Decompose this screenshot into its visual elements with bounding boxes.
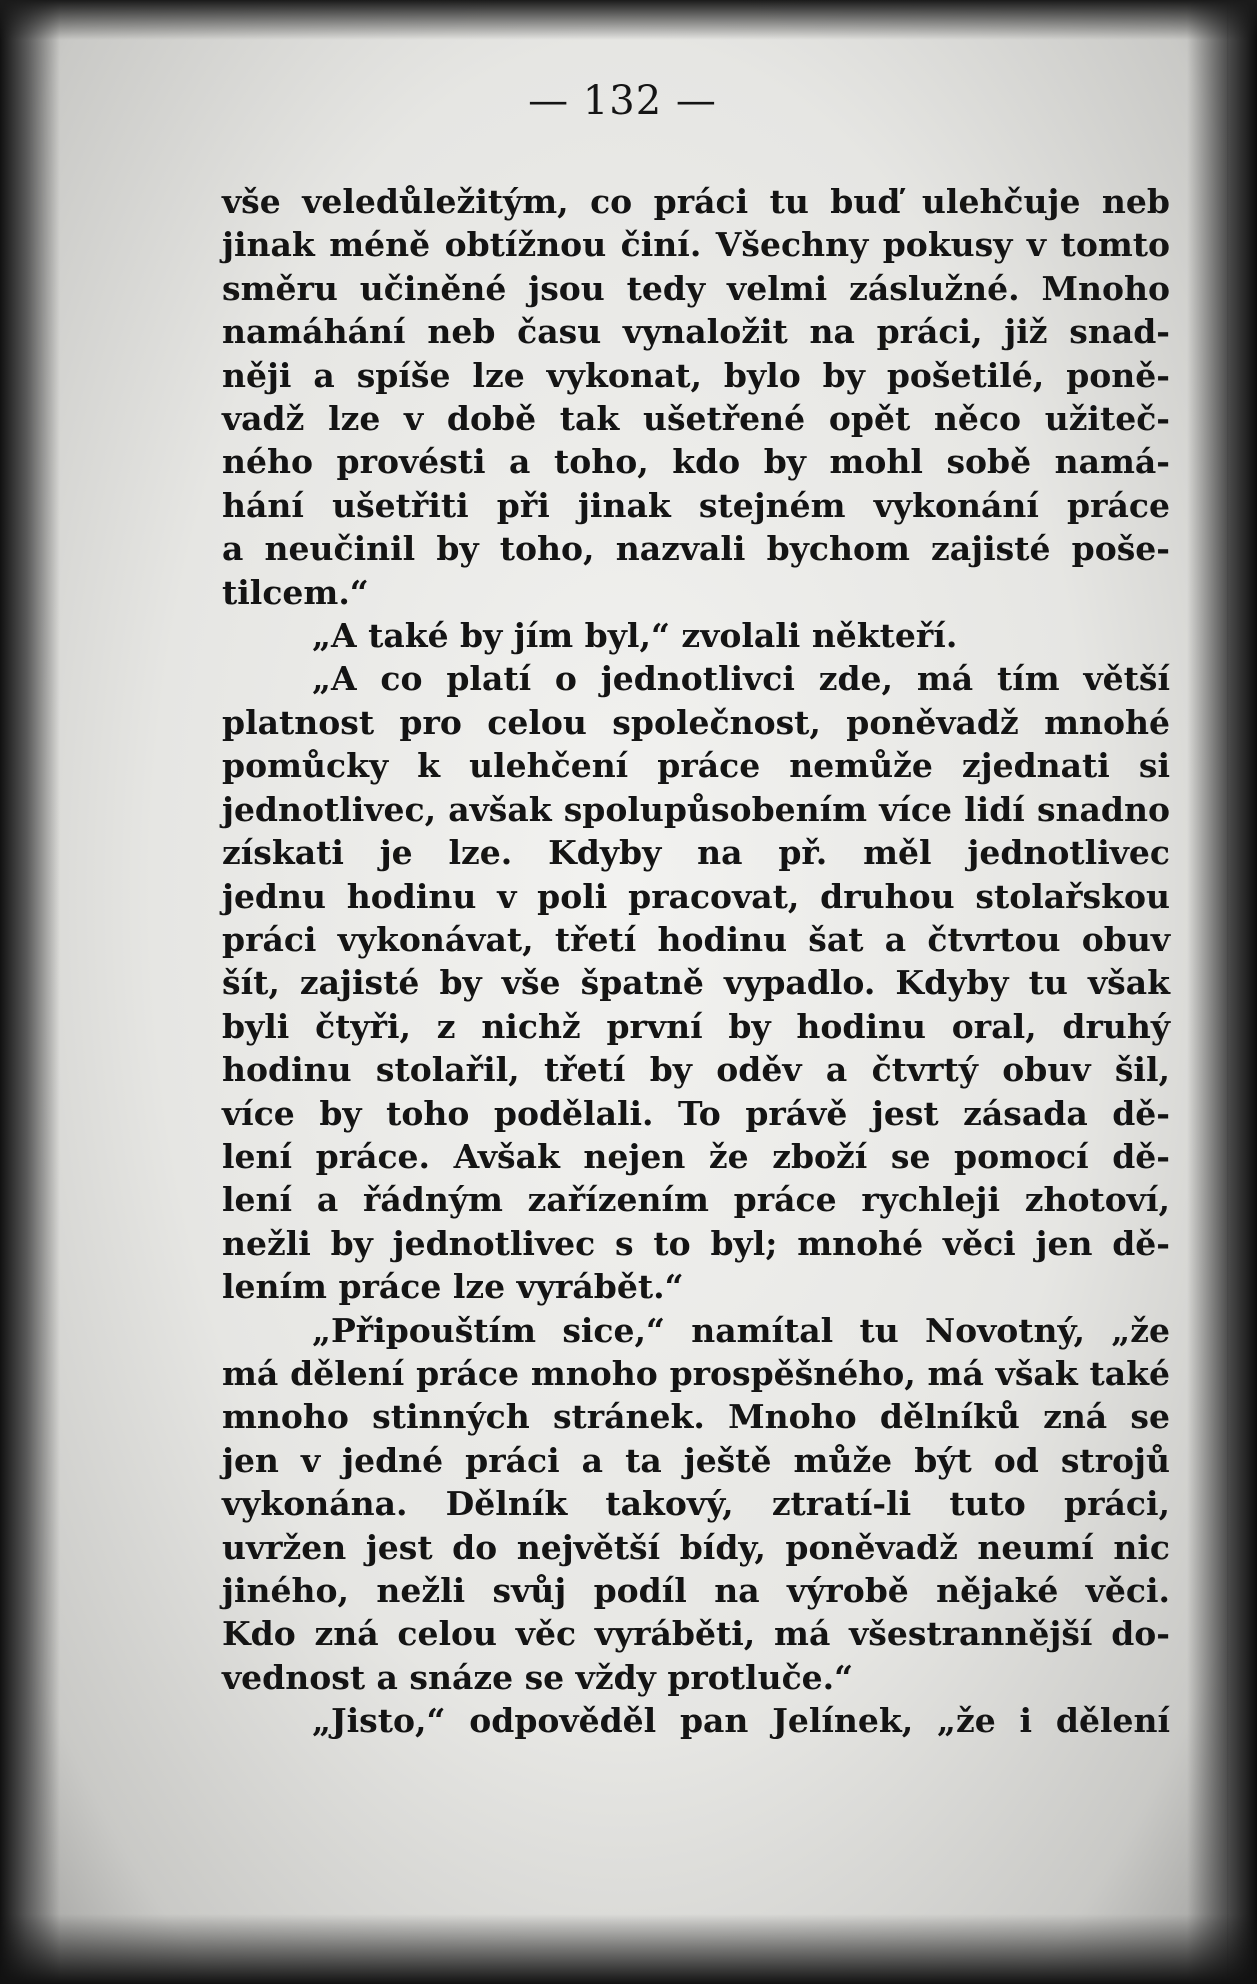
text-line: pomůcky k ulehčení práce nemůže zjednati si: [222, 746, 1170, 786]
text-line: „Jisto,“ odpověděl pan Jelínek, „že i dělení: [312, 1701, 1170, 1741]
text-line: vykonána. Dělník takový, ztratí-li tuto práci,: [222, 1484, 1170, 1524]
text-line: tilcem.“: [222, 572, 369, 612]
text-line: směru učiněné jsou tedy velmi záslužné. Mnoho: [222, 268, 1170, 308]
text-line: uvržen jest do největší bídy, poněvadž neumí nic: [222, 1527, 1170, 1567]
text-line: a neučinil by toho, nazvali bychom zajisté poše-: [222, 529, 1170, 569]
text-line: lením práce lze vyrábět.“: [222, 1267, 684, 1307]
text-line: „Připouštím sice,“ namítal tu Novotný, „že: [312, 1310, 1170, 1350]
text-line: ného provésti a toho, kdo by mohl sobě namá-: [222, 442, 1170, 482]
text-line: jednu hodinu v poli pracovat, druhou stolařskou: [222, 876, 1170, 916]
text-line: jiného, nežli svůj podíl na výrobě nějaké věci.: [222, 1571, 1170, 1610]
text-line: lení práce. Avšak nejen že zboží se pomocí dě-: [222, 1136, 1170, 1176]
body-text: [222, 180, 1170, 1743]
text-line: získati je lze. Kdyby na př. měl jednotlivec: [222, 833, 1170, 873]
text-line: má dělení práce mnoho prospěšného, má však také: [222, 1353, 1170, 1393]
text-line: vednost a snáze se vždy protluče.“: [222, 1657, 854, 1697]
text-line: jednotlivec, avšak spolupůsobením více lidí snadno: [222, 789, 1170, 829]
text-line: vše veledůležitým, co práci tu buď ulehčuje neb: [222, 182, 1170, 221]
text-line: šít, zajisté by vše špatně vypadlo. Kdyby tu však: [222, 963, 1170, 1003]
text-line: namáhání neb času vynaložit na práci, již snad-: [222, 312, 1170, 352]
text-line: hání ušetřiti při jinak stejném vykonání práce: [222, 485, 1170, 525]
scan-shadow-right: [1187, 0, 1257, 1984]
text-line: „A také by jím byl,“ zvolali někteří.: [312, 616, 958, 656]
text-line: jen v jedné práci a ta ještě může být od strojů: [222, 1440, 1170, 1480]
scan-shadow-bottom: [0, 1914, 1257, 1984]
text-line: „A co platí o jednotlivci zde, má tím větší: [312, 659, 1170, 699]
text-line: jinak méně obtížnou činí. Všechny pokusy v tomto: [222, 225, 1170, 265]
paper-sheet: [18, 0, 1227, 1984]
text-line: mnoho stinných stránek. Mnoho dělníků zná se: [222, 1397, 1170, 1437]
scan-shadow-left: [0, 0, 60, 1984]
text-line: byli čtyři, z nichž první by hodinu oral, druhý: [222, 1006, 1170, 1046]
text-line: nežli by jednotlivec s to byl; mnohé věci jen dě-: [222, 1223, 1170, 1263]
text-line: lení a řádným zařízením práce rychleji zhotoví,: [222, 1180, 1170, 1220]
text-line: práci vykonávat, třetí hodinu šat a čtvrtou obuv: [222, 919, 1170, 959]
text-line: něji a spíše lze vykonat, bylo by pošetilé, poně-: [222, 355, 1170, 395]
scan-shadow-top: [0, 0, 1257, 40]
text-line: Kdo zná celou věc vyráběti, má všestrannější do-: [222, 1614, 1170, 1654]
page-number: — 132 —: [528, 78, 717, 124]
text-line: vadž lze v době tak ušetřené opět něco užiteč-: [222, 399, 1170, 439]
text-line: hodinu stolařil, třetí by oděv a čtvrtý obuv šil,: [222, 1050, 1170, 1090]
text-line: více by toho podělali. To právě jest zásada dě-: [222, 1093, 1170, 1133]
text-line: platnost pro celou společnost, poněvadž mnohé: [222, 702, 1170, 742]
